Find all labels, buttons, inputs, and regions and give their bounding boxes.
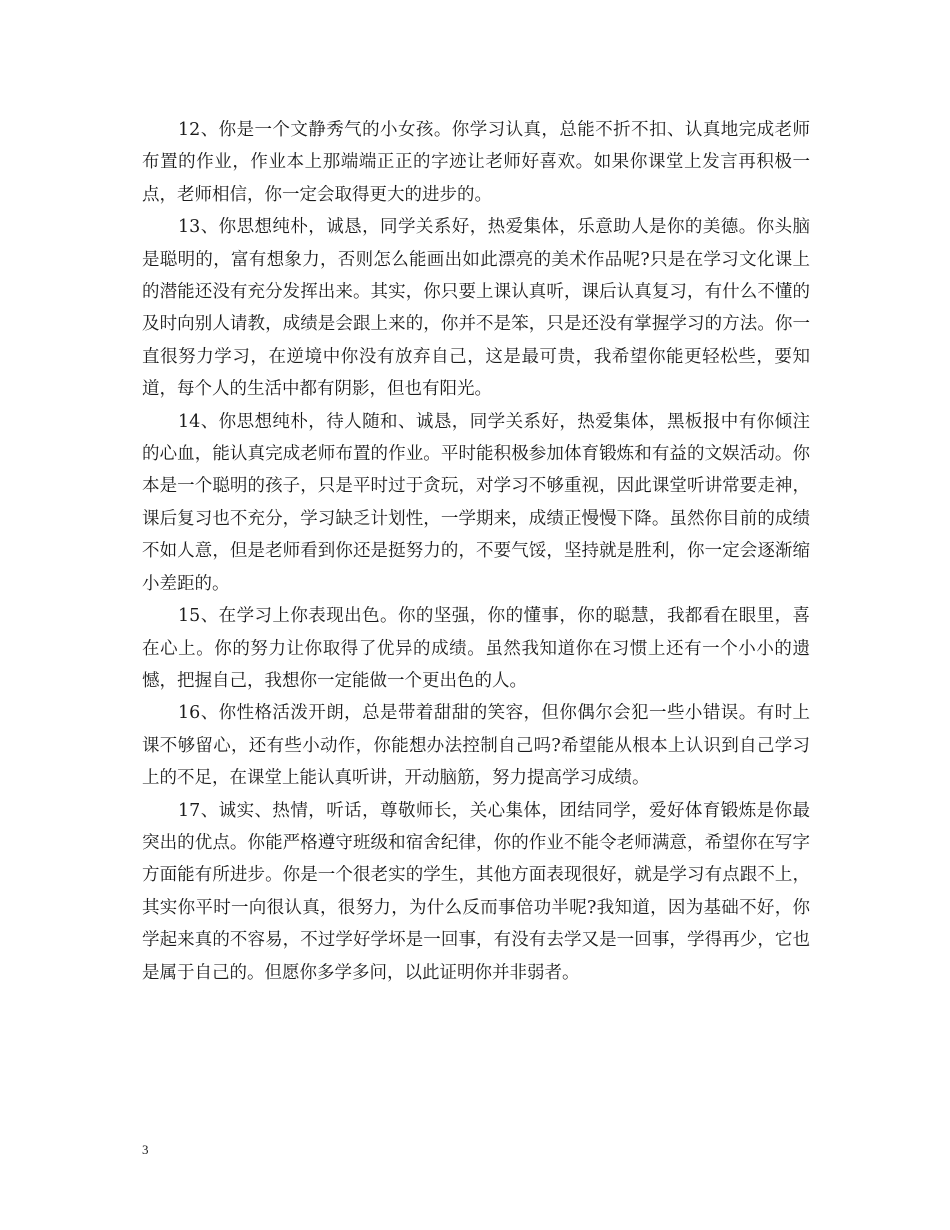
document-body (142, 114, 810, 989)
page-number: 3 (142, 1142, 149, 1157)
paragraph-13: 13、你思想纯朴，诚恳，同学关系好，热爱集体，乐意助人是你的美德。你头脑是聪明的，富有想象力，否则怎么能画出如此漂亮的美术作品呢?只是在学习文化课上的潜能还没有充分发挥出来。其实，你只要上课认真听，课后认真复习，有什么不懂的及时向别人请教，成绩是会跟上来的，你并不是笨，只是还没有掌握学习的方法。你一直很努力学习，在逆境中你没有放弃自己，这是最可贵，我希望你能更轻松些，要知道，每个人的生活中都有阴影，但也有阳光。 (142, 217, 810, 400)
paragraph-16: 16、你性格活泼开朗，总是带着甜甜的笑容，但你偶尔会犯一些小错误。有时上课不够留心，还有些小动作，你能想办法控制自己吗?希望能从根本上认识到自己学习上的不足，在课堂上能认真听讲，开动脑筋，努力提高学习成绩。 (142, 703, 810, 789)
paragraph-12: 12、你是一个文静秀气的小女孩。你学习认真，总能不折不扣、认真地完成老师布置的作业，作业本上那端端正正的字迹让老师好喜欢。如果你课堂上发言再积极一点，老师相信，你一定会取得更大的进步的。 (142, 120, 810, 205)
paragraph-14: 14、你思想纯朴，待人随和、诚恳，同学关系好，热爱集体，黑板报中有你倾注的心血，能认真完成老师布置的作业。平时能积极参加体育锻炼和有益的文娱活动。你本是一个聪明的孩子，只是平时过于贪玩，对学习不够重视，因此课堂听讲常要走神，课后复习也不充分，学习缺乏计划性，一学期来，成绩正慢慢下降。虽然你目前的成绩不如人意，但是老师看到你还是挺努力的，不要气馁，坚持就是胜利，你一定会逐渐缩小差距的。 (142, 411, 810, 594)
paragraph-17: 17、诚实、热情，听话，尊敬师长，关心集体，团结同学，爱好体育锻炼是你最突出的优点。你能严格遵守班级和宿舍纪律，你的作业不能令老师满意，希望你在写字方面能有所进步。你是一个很老实的学生，其他方面表现很好，就是学习有点跟不上，其实你平时一向很认真，很努力，为什么反而事倍功半呢?我知道，因为基础不好，你学起来真的不容易，不过学好学坏是一回事，有没有去学又是一回事，学得再少，它也是属于自己的。但愿你多学多问，以此证明你并非弱者。 (142, 800, 810, 983)
paragraph-15: 15、在学习上你表现出色。你的坚强，你的懂事，你的聪慧，我都看在眼里，喜在心上。你的努力让你取得了优异的成绩。虽然我知道你在习惯上还有一个小小的遗憾，把握自己，我想你一定能做一个更出色的人。 (142, 606, 810, 691)
